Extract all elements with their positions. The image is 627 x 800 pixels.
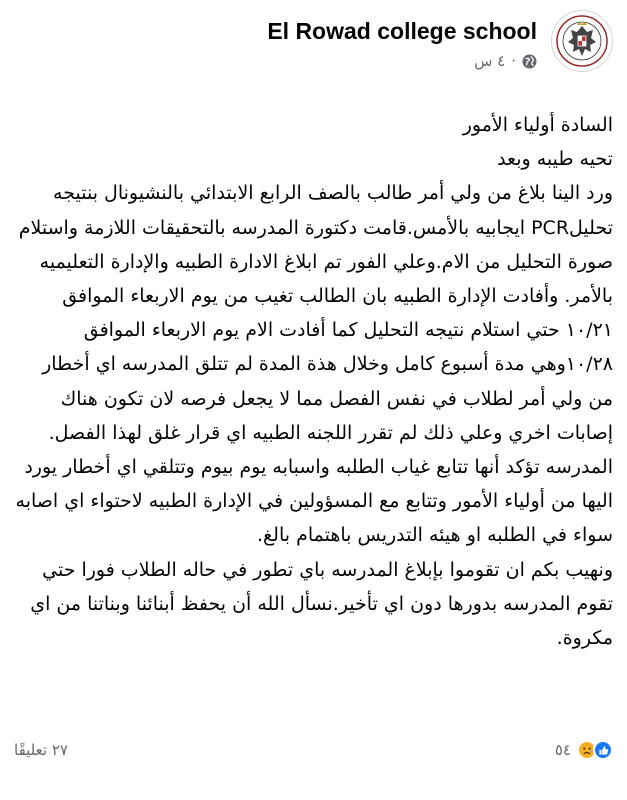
post-paragraph-salutation: السادة أولياء الأمور — [462, 114, 613, 136]
post-paragraph-request: ونهيب بكم ان تقوموا بإبلاغ المدرسه باي تطور في حاله الطلاب فورا حتي تقوم المدرسه بدورها دون اي تأخير.نسأل الله أن يحفظ أبنائنا وبناتنا من اي مكروة. — [30, 558, 613, 650]
like-icon — [593, 740, 613, 760]
globe-icon[interactable] — [522, 54, 537, 69]
page-name[interactable]: El Rowad college school — [267, 18, 537, 44]
post-footer — [14, 735, 613, 765]
header-text — [267, 18, 537, 70]
post-header — [14, 10, 613, 80]
page-avatar[interactable] — [551, 10, 613, 72]
comments-count[interactable]: ٢٧ تعليقًا — [14, 741, 68, 759]
post-paragraph-report: ورد الينا بلاغ من ولي أمر طالب بالصف الرابع الابتدائي بالنشيونال بنتيجه تحليلPCR ايجابيه بالأمس.قامت دكتورة المدرسه بالتحقيقات اللازمة واستلام صورة التحليل من الام.وعلي الفور تم ابلاغ الادارة الطبيه والإدارة التعليميه بالأمر. وأفادت الإدارة الطبيه بان الطالب تغيب من يوم الاربعاء الموافق ١٠/٢١ حتي استلام نتيجه التحليل كما أفادت الام يوم الاربعاء الموافق ١٠/٢٨وهي مدة أسبوع كامل وخلال هذة المدة لم تتلق المدرسه اي أخطار من ولي أمر لطلاب في نفس الفصل مما لا يجعل فرصه لان تكون هناك إصابات اخري وعلي ذلك لم تقرر اللجنه الطبيه اي قرار غلق لهذا الفصل. — [18, 182, 613, 444]
school-crest-icon — [555, 14, 609, 68]
meta-separator: · — [511, 52, 516, 70]
post-time[interactable]: ٤ س — [474, 52, 506, 70]
reactions-summary[interactable] — [555, 740, 613, 760]
reactions-count: ٥٤ — [554, 741, 571, 759]
post-paragraph-greeting: تحيه طيبه وبعد — [497, 148, 613, 171]
post-meta — [474, 52, 537, 70]
post-body — [14, 108, 613, 655]
post-paragraph-followup: المدرسه تؤكد أنها تتابع غياب الطلبه واسبابه يوم بيوم وتتلقي اي أخطار يورد اليها من أولياء الأمور وتتابع مع المسؤولين في الإدارة الطبيه لاحتواء اي اصابه سواء في الطلبه او هيئه التدريس باهتمام بالغ. — [15, 456, 613, 547]
